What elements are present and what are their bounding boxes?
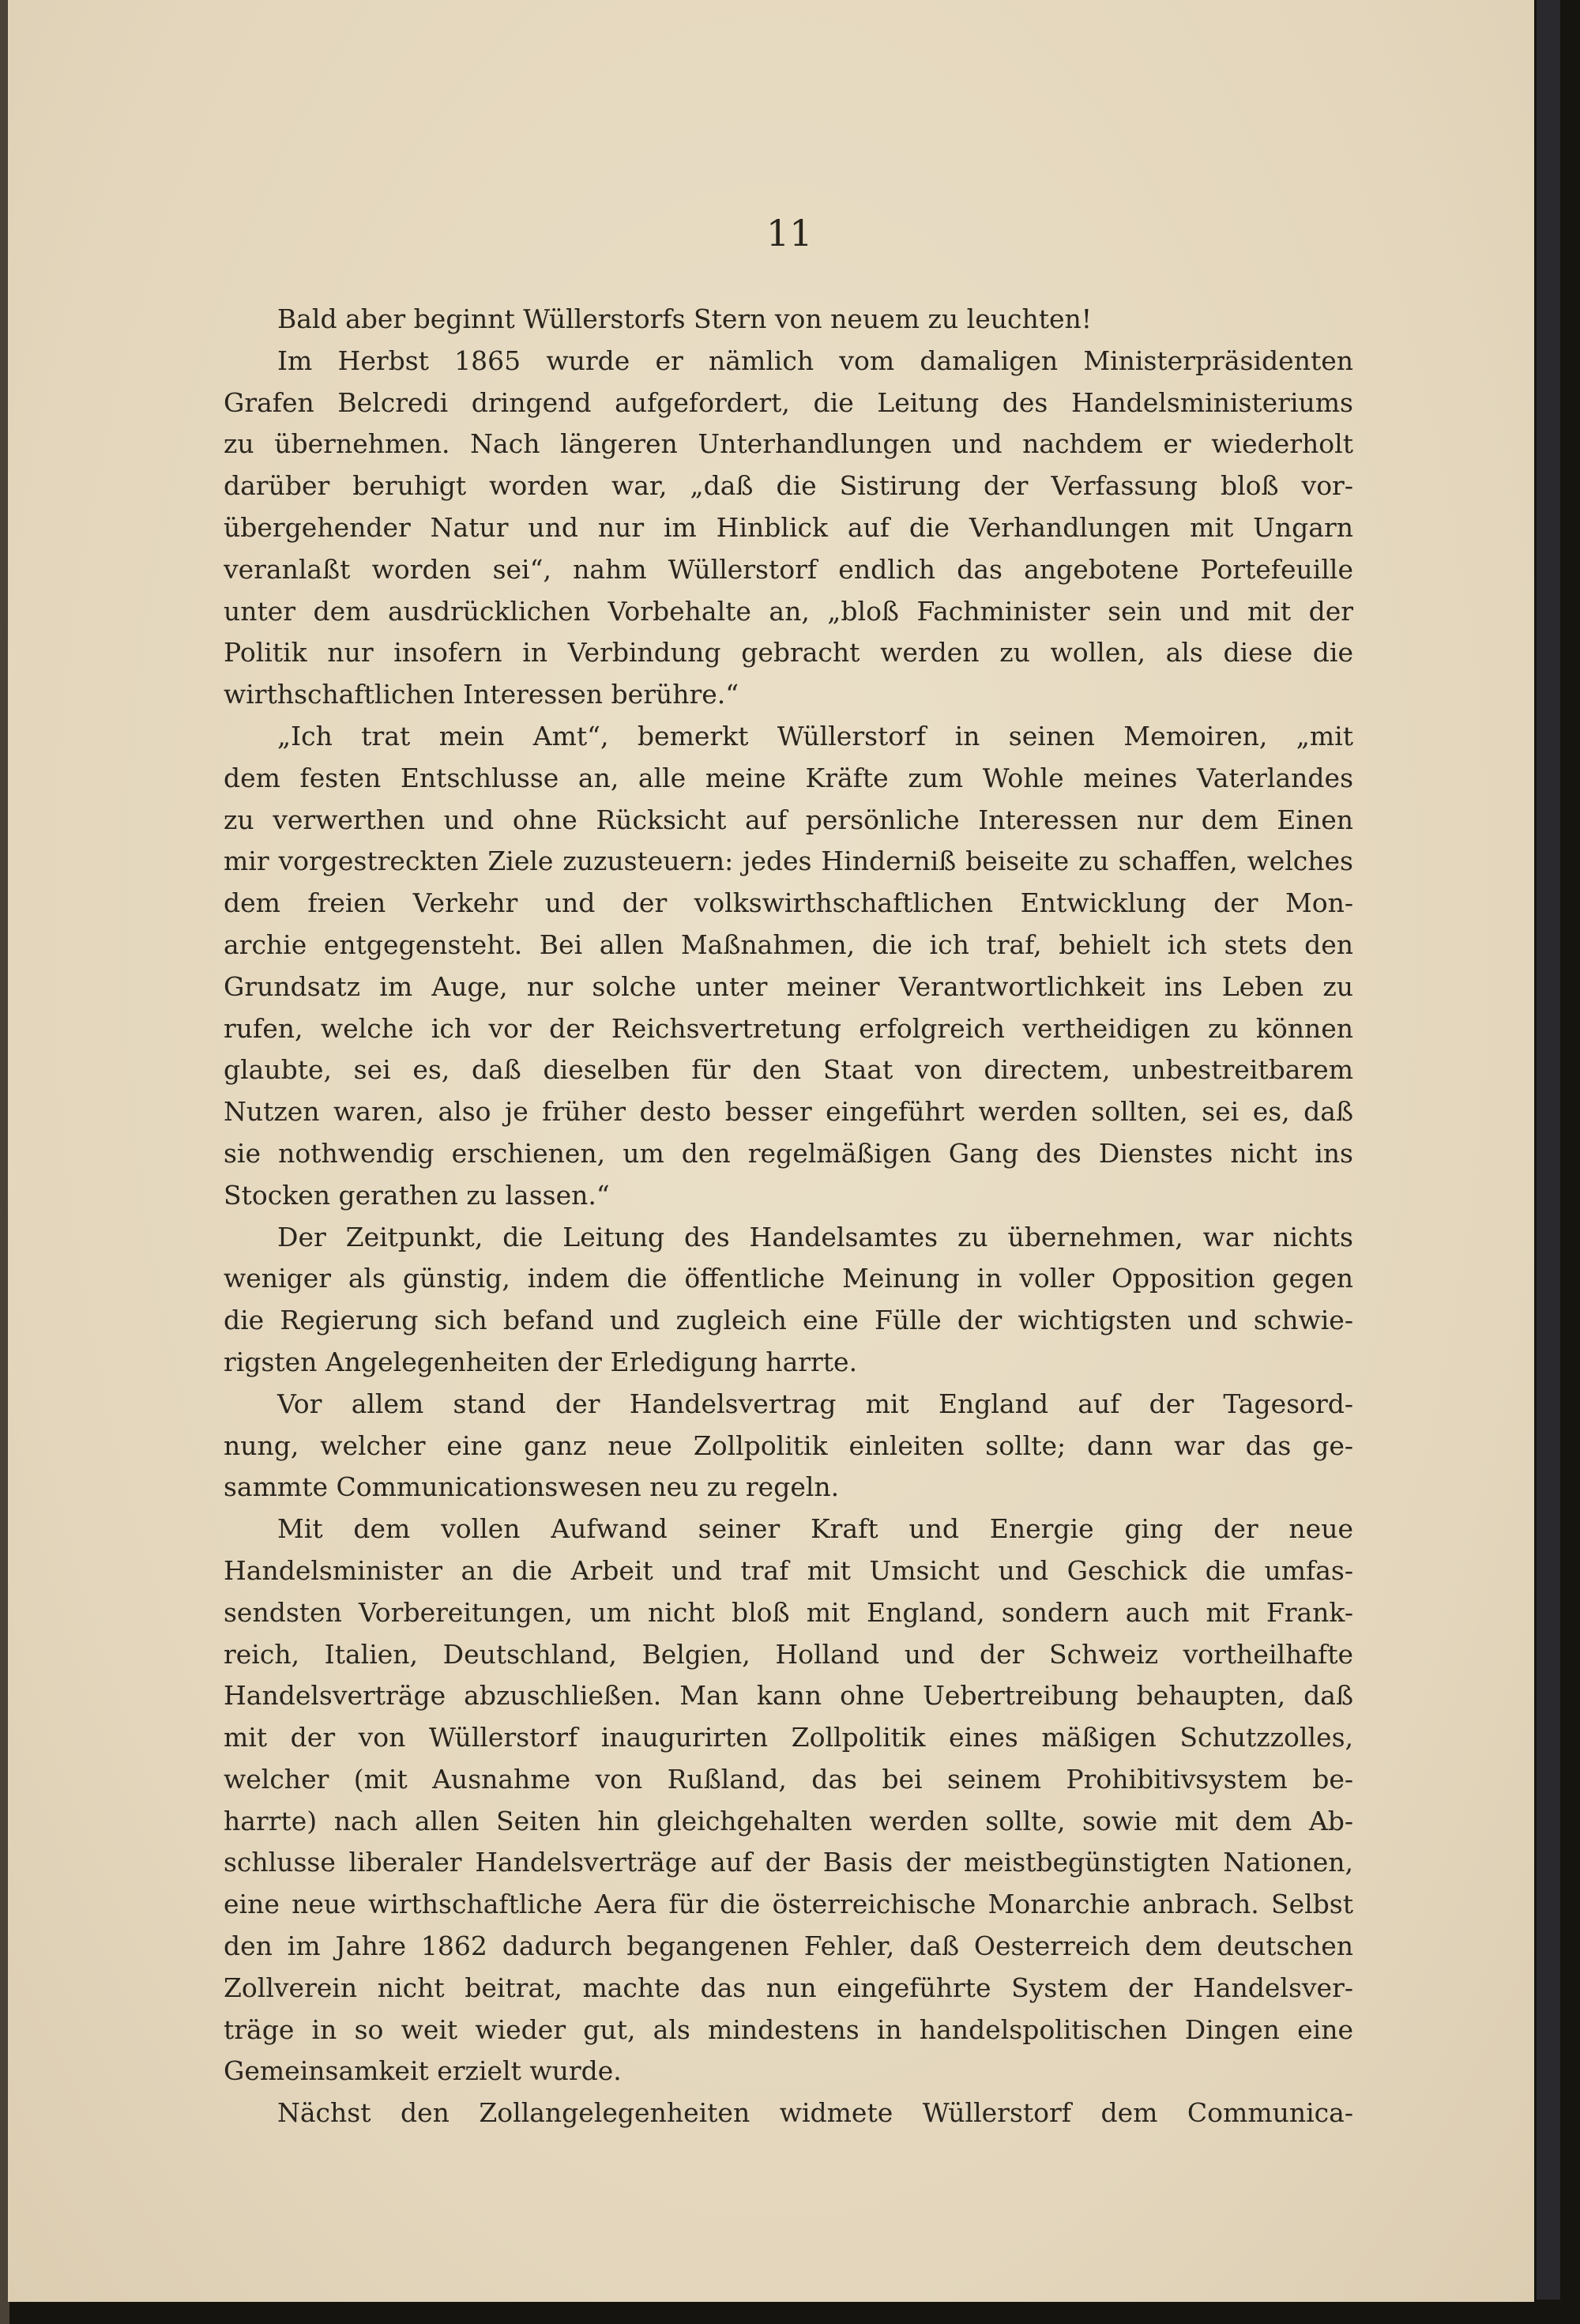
text-line: welcher (mit Ausnahme von Rußland, das bei seinem Prohibitivsystem be- <box>224 1763 1353 1795</box>
text-line: zu verwerthen und ohne Rücksicht auf persönliche Interessen nur dem Einen <box>224 804 1353 835</box>
text-line: Grafen Belcredi dringend aufgefordert, die Leitung des Handelsministeriums <box>224 386 1353 418</box>
text-line: mir vorgestreckten Ziele zuzusteuern: jedes Hinderniß beiseite zu schaffen, welches <box>224 846 1353 877</box>
text-line: Grundsatz im Auge, nur solche unter meiner Verantwortlichkeit ins Leben zu <box>224 970 1353 1002</box>
text-line: Bald aber beginnt Wüllerstorfs Stern von neuem zu leuchten! <box>277 303 1093 334</box>
text-line: Stocken gerathen zu lassen.“ <box>224 1179 610 1211</box>
text-line: dem freien Verkehr und der volkswirthschaftlichen Entwicklung der Mon- <box>224 887 1353 919</box>
text-line: die Regierung sich befand und zugleich eine Fülle der wichtigsten und schwie- <box>224 1305 1353 1336</box>
body-text <box>224 299 1353 2134</box>
text-line: Politik nur insofern in Verbindung gebracht werden zu wollen, als diese die <box>224 637 1353 669</box>
text-line: zu übernehmen. Nach längeren Unterhandlungen und nachdem er wiederholt <box>224 428 1353 460</box>
text-line: Vor allem stand der Handelsvertrag mit England auf der Tagesord- <box>277 1388 1353 1419</box>
text-line: Gemeinsamkeit erzielt wurde. <box>224 2055 622 2087</box>
text-line: sie nothwendig erschienen, um den regelmäßigen Gang des Dienstes nicht ins <box>224 1137 1353 1169</box>
text-line: archie entgegensteht. Bei allen Maßnahmen, die ich traf, behielt ich stets den <box>224 928 1353 960</box>
text-line: Im Herbst 1865 wurde er nämlich vom damaligen Ministerpräsidenten <box>277 345 1353 376</box>
text-line: glaubte, sei es, daß dieselben für den Staat von directem, unbestreitbarem <box>224 1054 1353 1086</box>
text-line: harrte) nach allen Seiten hin gleichgehalten werden sollte, sowie mit dem Ab- <box>224 1805 1353 1836</box>
text-line: Mit dem vollen Aufwand seiner Kraft und Energie ging der neue <box>277 1513 1353 1545</box>
text-line: mit der von Wüllerstorf inaugurirten Zollpolitik eines mäßigen Schutzzolles, <box>224 1722 1353 1753</box>
text-line: schlusse liberaler Handelsverträge auf der Basis der meistbegünstigten Nationen, <box>224 1847 1353 1878</box>
text-line: reich, Italien, Deutschland, Belgien, Holland und der Schweiz vortheilhafte <box>224 1638 1353 1670</box>
text-line: sendsten Vorbereitungen, um nicht bloß mit England, sondern auch mit Frank- <box>224 1596 1353 1628</box>
text-line: darüber beruhigt worden war, „daß die Sistirung der Verfassung bloß vor- <box>224 470 1353 502</box>
text-line: „Ich trat mein Amt“, bemerkt Wüllerstorf in seinen Memoiren, „mit <box>277 720 1353 751</box>
text-line: eine neue wirthschaftliche Aera für die österreichische Monarchie anbrach. Selbst <box>224 1889 1353 1920</box>
text-line: den im Jahre 1862 dadurch begangenen Fehler, daß Oesterreich dem deutschen <box>224 1930 1353 1962</box>
text-line: weniger als günstig, indem die öffentliche Meinung in voller Opposition gegen <box>224 1263 1353 1294</box>
text-line: Nutzen waren, also je früher desto besser eingeführt werden sollten, sei es, daß <box>224 1096 1353 1128</box>
text-line: Handelsminister an die Arbeit und traf mit Umsicht und Geschick die umfas- <box>224 1554 1353 1586</box>
text-line: Nächst den Zollangelegenheiten widmete Wüllerstorf dem Communica- <box>277 2097 1353 2129</box>
text-line: rigsten Angelegenheiten der Erledigung harrte. <box>224 1346 858 1377</box>
text-line: Der Zeitpunkt, die Leitung des Handelsamtes zu übernehmen, war nichts <box>277 1221 1353 1252</box>
text-line: nung, welcher eine ganz neue Zollpolitik einleiten sollte; dann war das ge- <box>224 1429 1353 1461</box>
text-line: Handelsverträge abzuschließen. Man kann ohne Uebertreibung behaupten, daß <box>224 1680 1353 1712</box>
text-line: wirthschaftlichen Interessen berühre.“ <box>224 679 739 710</box>
text-line: Zollverein nicht beitrat, machte das nun eingeführte System der Handelsver- <box>224 1972 1353 2003</box>
page-number: 11 <box>766 212 813 254</box>
text-line: unter dem ausdrücklichen Vorbehalte an, „bloß Fachminister sein und mit der <box>224 595 1353 627</box>
text-line: veranlaßt worden sei“, nahm Wüllerstorf endlich das angebotene Portefeuille <box>224 553 1353 585</box>
text-line: träge in so weit wieder gut, als mindestens in handelspolitischen Dingen eine <box>224 2013 1353 2045</box>
text-line: rufen, welche ich vor der Reichsvertretung erfolgreich vertheidigen zu können <box>224 1012 1353 1044</box>
text-line: sammte Communicationswesen neu zu regeln. <box>224 1471 840 1503</box>
text-line: übergehender Natur und nur im Hinblick auf die Verhandlungen mit Ungarn <box>224 511 1353 543</box>
book-cover-edge <box>1537 0 1560 2300</box>
text-line: dem festen Entschlusse an, alle meine Kräfte zum Wohle meines Vaterlandes <box>224 762 1353 793</box>
